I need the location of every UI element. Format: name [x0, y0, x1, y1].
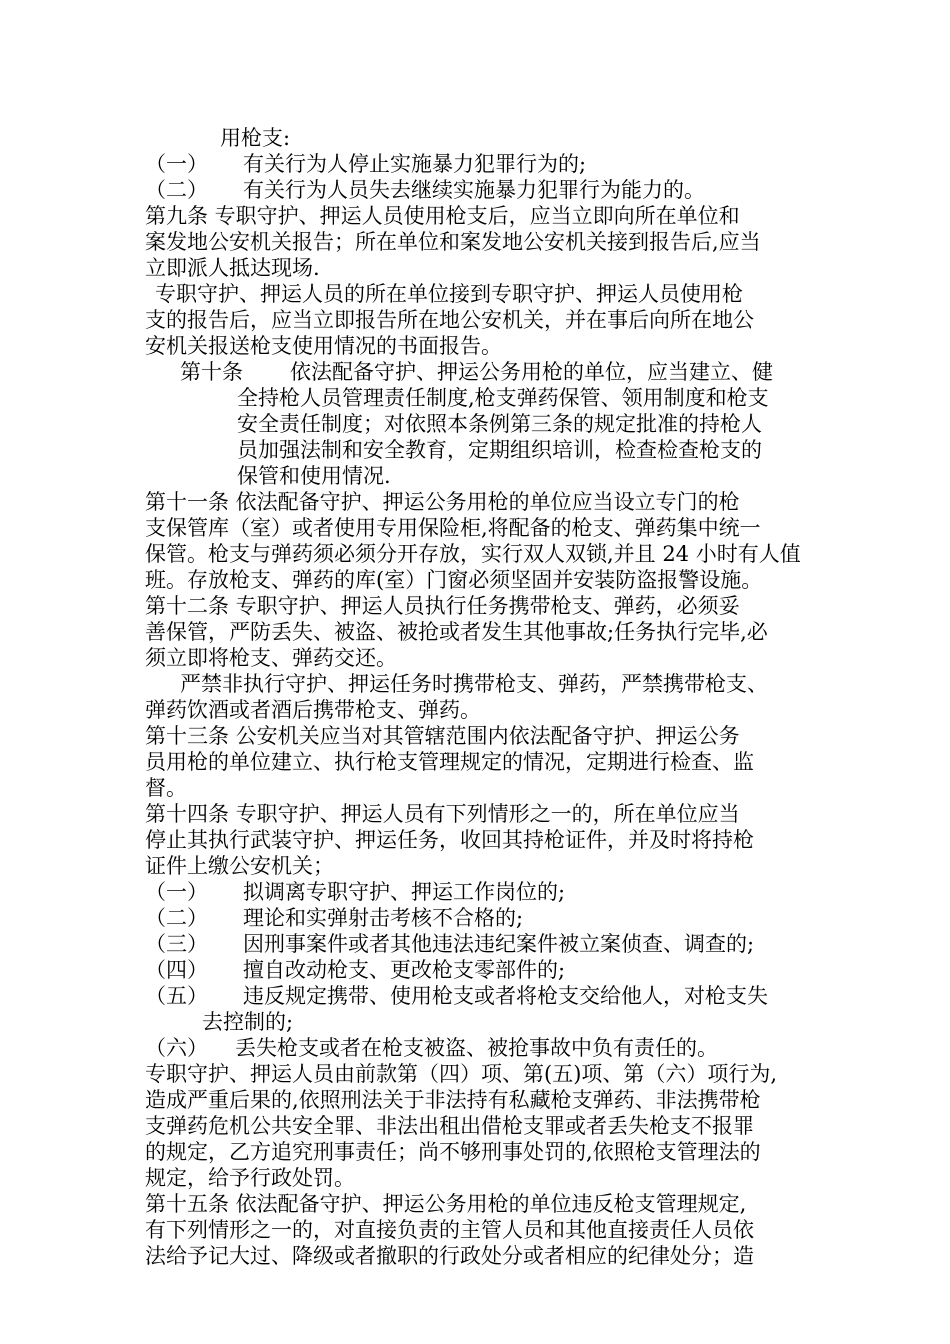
- list-item: [145, 177, 705, 203]
- text-line: 安全责任制度；对依照本条例第三条的规定批准的持枪人: [237, 412, 762, 436]
- list-text: 丢失枪支或者在枪支被盗、被抢事故中负有责任的。: [235, 1036, 718, 1060]
- list-number: （二）: [145, 906, 208, 930]
- list-text: 因刑事案件或者其他违法违纪案件被立案侦查、调查的;: [243, 932, 755, 956]
- article-12-line: 第十二条 专职守护、押运人员执行任务携带枪支、弹药，必须妥: [145, 594, 740, 618]
- text-line: 停止其执行武装守护、押运任务，收回其持枪证件，并及时将持枪: [145, 828, 754, 852]
- text-line: 保管。枪支与弹药须必须分开存放，实行双人双锁,并且 24 小时有人值: [145, 542, 801, 566]
- text-line: 证件上缴公安机关；: [145, 854, 334, 878]
- list-text: 理论和实弹射击考核不合格的;: [243, 906, 524, 930]
- text-line: 班。存放枪支、弹药的库(室）门窗必须坚固并安装防盗报警设施。: [145, 568, 763, 592]
- list-item: [145, 1035, 718, 1061]
- list-number: （五）: [145, 984, 208, 1008]
- list-item: [145, 983, 768, 1009]
- text-line: 督。: [145, 776, 187, 800]
- text-line: 安机关报送枪支使用情况的书面报告。: [145, 334, 502, 358]
- text-line: 用枪支:: [220, 126, 291, 150]
- text-line: 全持枪人员管理责任制度,枪支弹药保管、领用制度和枪支: [237, 386, 769, 410]
- text-line: 专职守护、押运人员由前款第（四）项、第(五)项、第（六）项行为,: [145, 1062, 778, 1086]
- text-line: 去控制的;: [202, 1010, 294, 1034]
- text-line: 依法配备守护、押运公务用枪的单位，应当建立、健: [290, 360, 773, 384]
- list-item: [145, 879, 565, 905]
- list-number: （一）: [145, 880, 208, 904]
- list-number: （三）: [145, 932, 208, 956]
- list-text: 有关行为人员失去继续实施暴力犯罪行为能力的。: [243, 178, 705, 202]
- article-11-line: 第十一条 依法配备守护、押运公务用枪的单位应当设立专门的枪: [145, 490, 740, 514]
- text-line: 弹药饮酒或者酒后携带枪支、弹药。: [145, 698, 481, 722]
- text-line: 立即派人抵达现场.: [145, 256, 320, 280]
- text-line: 专职守护、押运人员的所在单位接到专职守护、押运人员使用枪: [155, 282, 743, 306]
- text-line: 保管和使用情况.: [237, 464, 391, 488]
- article-15-line: 第十五条 依法配备守护、押运公务用枪的单位违反枪支管理规定,: [145, 1192, 747, 1216]
- text-line: 案发地公安机关报告；所在单位和案发地公安机关接到报告后,应当: [145, 230, 761, 254]
- list-item: [145, 905, 523, 931]
- article-9-line: 第九条 专职守护、押运人员使用枪支后，应当立即向所在单位和: [145, 204, 740, 228]
- list-item: [145, 957, 565, 983]
- text-line: 规定，给予行政处罚。: [145, 1166, 355, 1190]
- text-line: 支的报告后，应当立即报告所在地公安机关，并在事后向所在地公: [145, 308, 754, 332]
- text-line: 支保管库（室）或者使用专用保险柜,将配备的枪支、弹药集中统一: [145, 516, 761, 540]
- list-item: [145, 151, 586, 177]
- list-item: [145, 931, 754, 957]
- text-line: 有下列情形之一的，对直接负责的主管人员和其他直接责任人员依: [145, 1218, 754, 1242]
- list-number: （六）: [145, 1036, 208, 1060]
- text-line: 支弹药危机公共安全罪、非法出租出借枪支罪或者丢失枪支不报罪: [145, 1114, 754, 1138]
- article-10-heading: 第十条: [180, 360, 243, 384]
- list-text: 擅自改动枪支、更改枪支零部件的;: [243, 958, 566, 982]
- text-line: 善保管，严防丢失、被盗、被抢或者发生其他事故;任务执行完毕,必: [145, 620, 768, 644]
- text-line: 员用枪的单位建立、执行枪支管理规定的情况，定期进行检查、监: [145, 750, 754, 774]
- list-number: （一）: [145, 152, 208, 176]
- text-line: 员加强法制和安全教育，定期组织培训，检查检查枪支的: [237, 438, 762, 462]
- text-line: 须立即将枪支、弹药交还。: [145, 646, 397, 670]
- article-13-line: 第十三条 公安机关应当对其管辖范围内依法配备守护、押运公务: [145, 724, 740, 748]
- text-line: 法给予记大过、降级或者撤职的行政处分或者相应的纪律处分；造: [145, 1244, 754, 1268]
- text-line: 的规定，乙方追究刑事责任；尚不够刑事处罚的,依照枪支管理法的: [145, 1140, 761, 1164]
- list-text: 违反规定携带、使用枪支或者将枪支交给他人，对枪支失: [243, 984, 768, 1008]
- text-line: 造成严重后果的,依照刑法关于非法持有私藏枪支弹药、非法携带枪: [145, 1088, 761, 1112]
- list-text: 有关行为人停止实施暴力犯罪行为的;: [243, 152, 587, 176]
- list-number: （四）: [145, 958, 208, 982]
- list-text: 拟调离专职守护、押运工作岗位的;: [243, 880, 566, 904]
- list-number: （二）: [145, 178, 208, 202]
- text-line: 严禁非执行守护、押运任务时携带枪支、弹药，严禁携带枪支、: [180, 672, 768, 696]
- article-14-line: 第十四条 专职守护、押运人员有下列情形之一的，所在单位应当: [145, 802, 740, 826]
